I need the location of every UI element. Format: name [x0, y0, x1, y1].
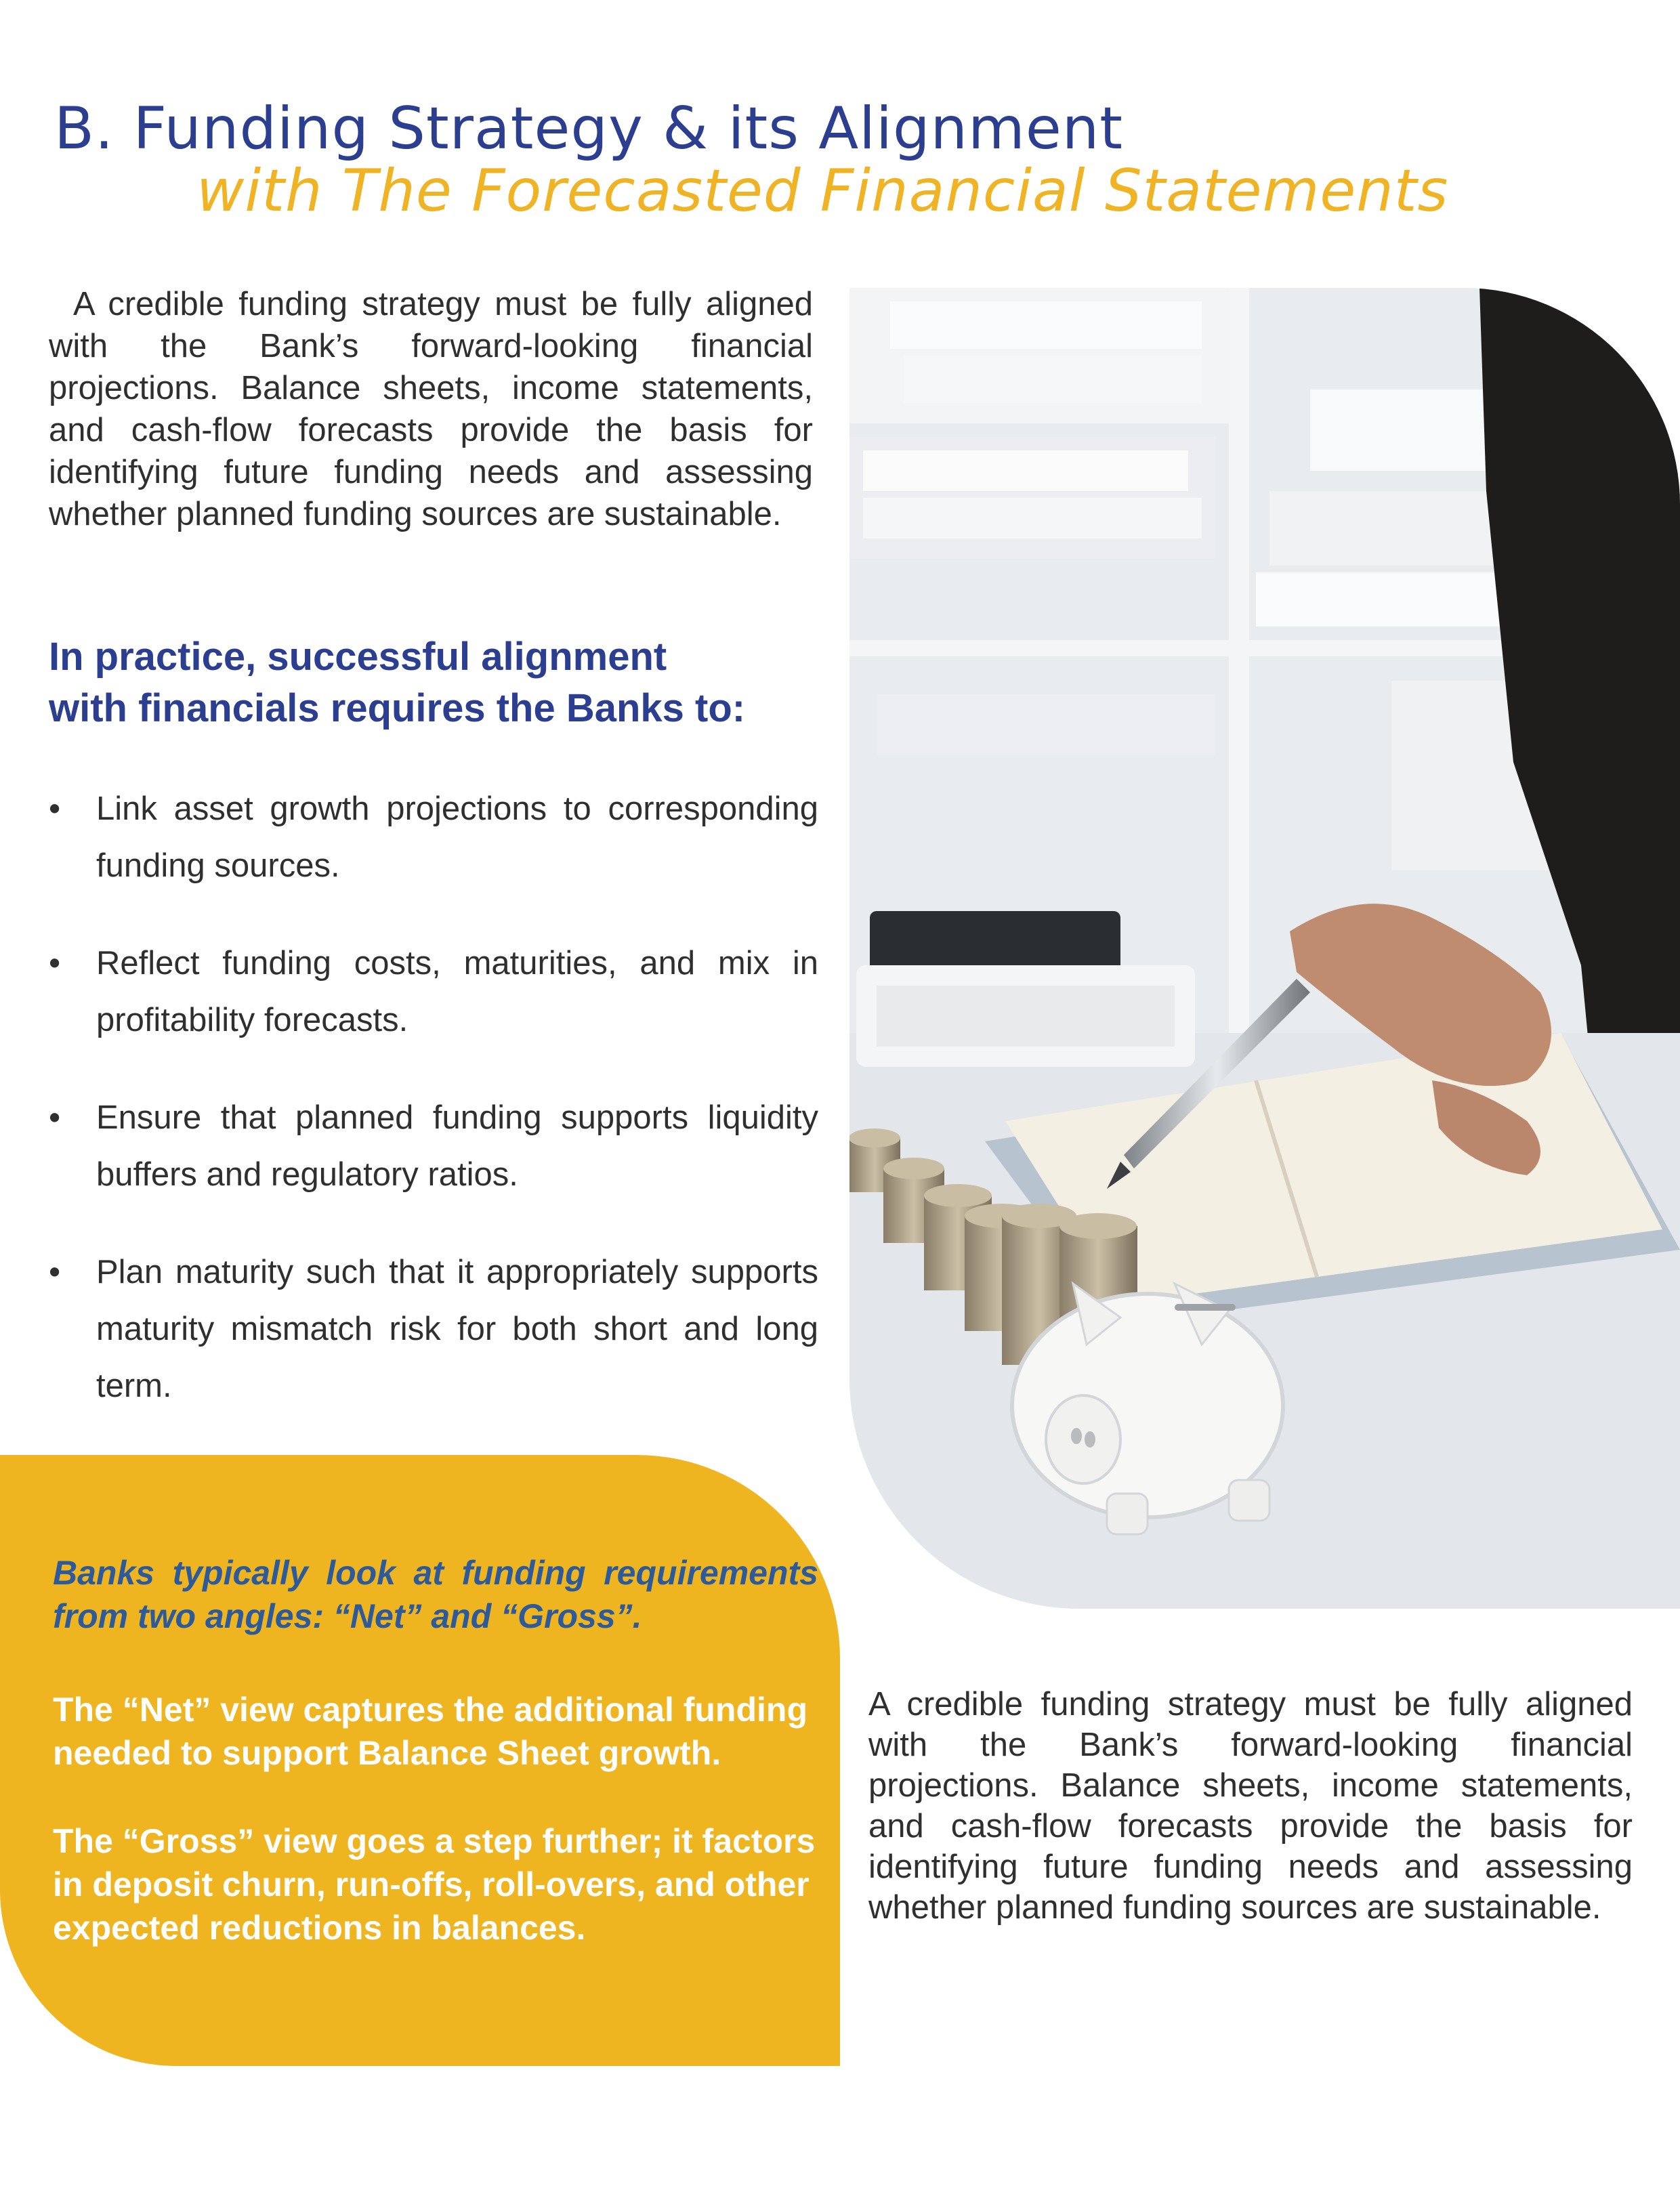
funding-views-lead: Banks typically look at funding requirements from two angles: “Net” and “Gross”.	[53, 1554, 818, 1635]
bullet-icon: •	[49, 1099, 61, 1136]
net-view-text: The “Net” view captures the additional funding needed to support Balance Sheet growth.	[53, 1691, 807, 1772]
bullet-text: Plan maturity such that it appropriately supports maturity mismatch risk for both short and long term.	[96, 1254, 818, 1404]
bullet-icon: •	[49, 1254, 61, 1290]
practice-bullet-list	[49, 780, 818, 1455]
page-title: B. Funding Strategy & its Alignment	[54, 95, 1123, 163]
bullet-text: Reflect funding costs, maturities, and mix in profitability forecasts.	[96, 945, 818, 1038]
bullet-icon: •	[49, 945, 61, 982]
practice-heading-line1: In practice, successful alignment	[49, 635, 667, 679]
list-item	[49, 1244, 818, 1414]
bullet-text: Link asset growth projections to corresponding funding sources.	[96, 790, 818, 884]
list-item	[49, 1089, 818, 1203]
bullet-icon: •	[49, 790, 61, 827]
list-item	[49, 935, 818, 1049]
bullet-text: Ensure that planned funding supports liquidity buffers and regulatory ratios.	[96, 1099, 818, 1193]
piggy-bank-photo	[849, 288, 1680, 1609]
closing-paragraph: A credible funding strategy must be fully aligned with the Bank’s forward-looking financial projections. Balance sheets, income statements, and cash-flow forecasts provide the basis for identifying future funding needs and assessing whether planned funding sources are sustainable.	[868, 1686, 1633, 1926]
gross-view-text: The “Gross” view goes a step further; it factors in deposit churn, run-offs, roll-overs, and other expected reductions in balances.	[53, 1822, 816, 1947]
intro-paragraph: A credible funding strategy must be fully aligned with the Bank’s forward-looking financial projections. Balance sheets, income statements, and cash-flow forecasts provide the basis for identifying future funding needs and assessing whether planned funding sources are sustainable.	[49, 286, 813, 532]
list-item	[49, 780, 818, 894]
practice-heading	[49, 631, 828, 734]
page-subtitle: with The Forecasted Financial Statements	[196, 157, 1449, 225]
practice-heading-line2: with financials requires the Banks to:	[49, 686, 746, 730]
